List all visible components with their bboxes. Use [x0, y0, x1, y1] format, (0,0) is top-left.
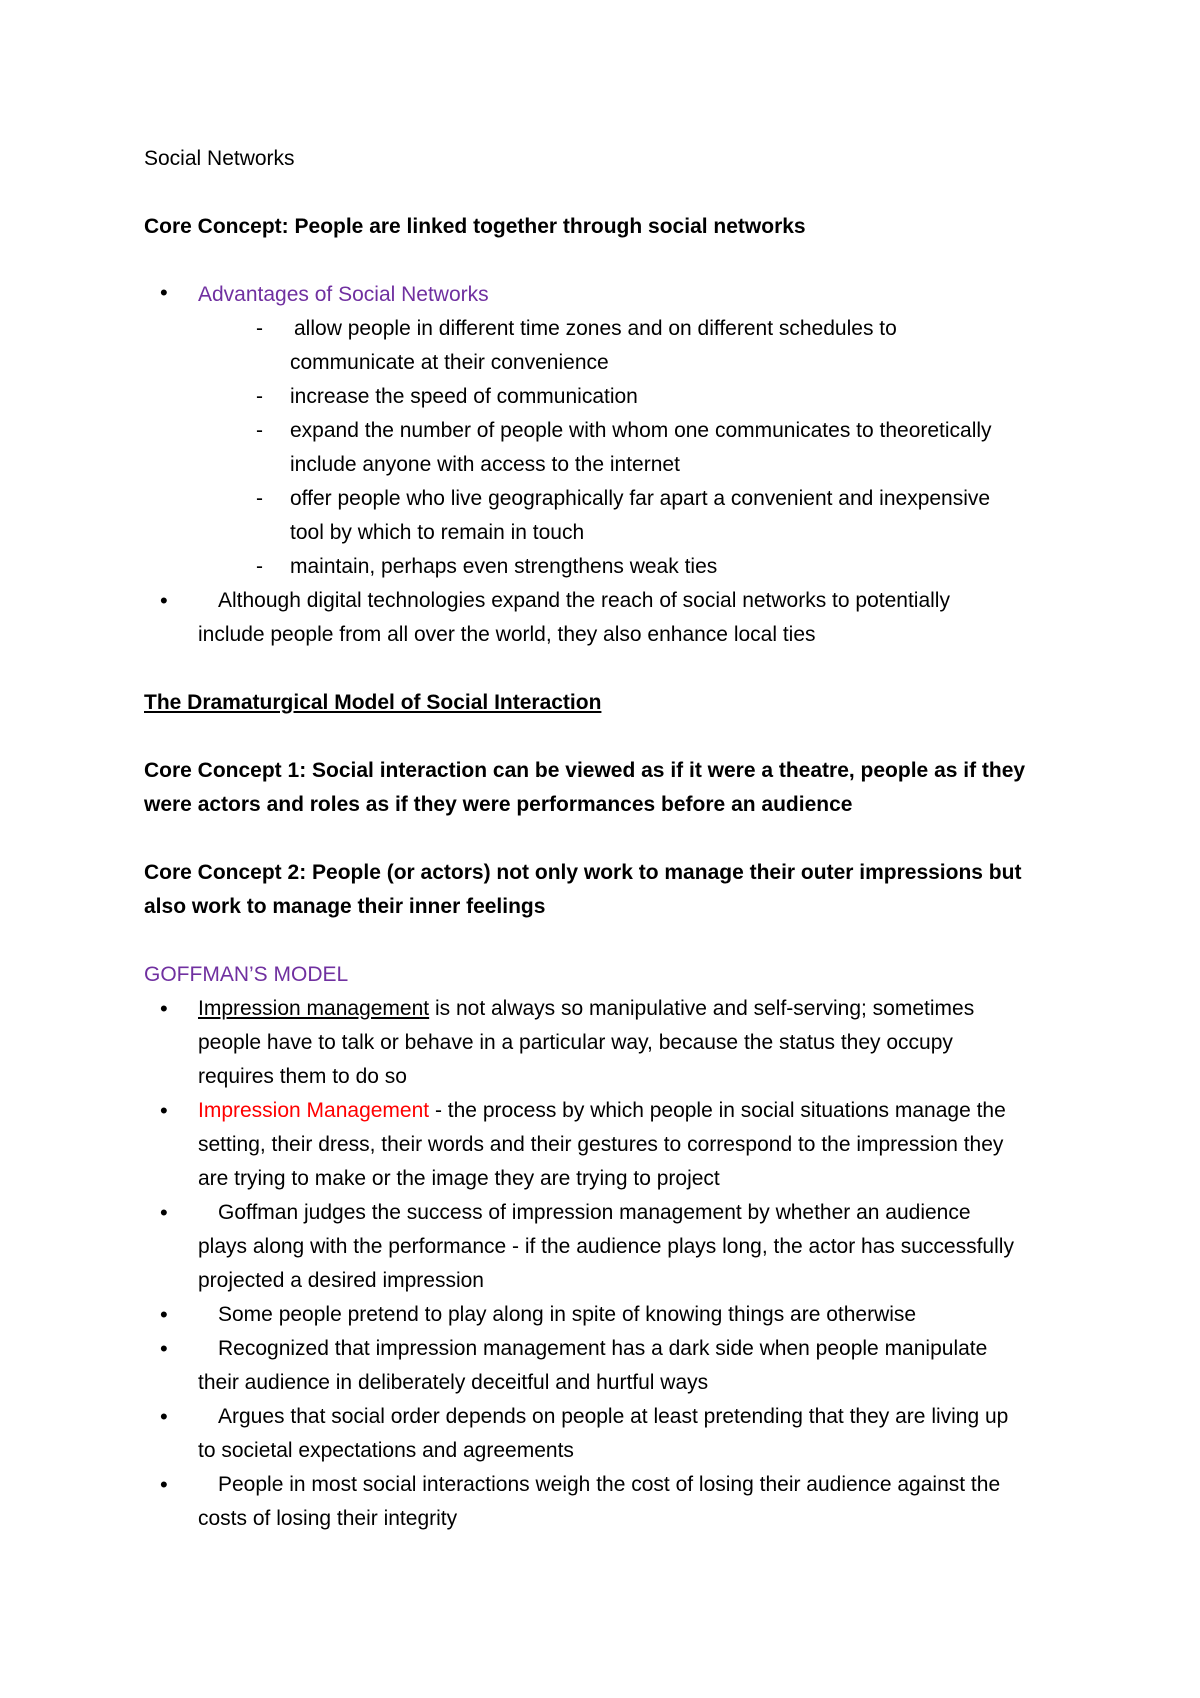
- advantage-item-line: allow people in different time zones and on different schedules to: [294, 317, 897, 340]
- bullet-icon: •: [160, 1404, 168, 1429]
- goffman-bullet-7-line: costs of losing their integrity: [198, 1507, 458, 1530]
- bullet-icon: •: [160, 996, 168, 1021]
- goffman-bullet-6-line: to societal expectations and agreements: [198, 1439, 574, 1462]
- impression-management-definition-term: Impression Management: [198, 1099, 430, 1122]
- dramaturgical-heading: The Dramaturgical Model of Social Interaction: [144, 691, 602, 714]
- goffman-bullet-5-line: their audience in deliberately deceitful and hurtful ways: [198, 1371, 709, 1394]
- advantage-item-line: communicate at their convenience: [290, 351, 609, 374]
- although-line: Although digital technologies expand the reach of social networks to potentially: [218, 589, 950, 612]
- core-concept-1-line: Core Concept 1: Social interaction can be viewed as if it were a theatre, people as if they: [144, 759, 1026, 782]
- core-concept-2-line: also work to manage their inner feelings: [144, 895, 546, 918]
- dash-icon: -: [256, 487, 263, 510]
- goffman-bullet-1: [198, 996, 974, 1022]
- dash-icon: -: [256, 419, 263, 442]
- bullet-icon: •: [160, 1302, 168, 1327]
- impression-management-term: Impression management: [198, 997, 430, 1020]
- goffman-bullet-3-line: plays along with the performance - if the audience plays long, the actor has successfully: [198, 1235, 1014, 1258]
- advantage-item-line: maintain, perhaps even strengthens weak ties: [290, 555, 718, 578]
- core-concept-1-line: were actors and roles as if they were performances before an audience: [144, 793, 853, 816]
- goffman-bullet-5-line: Recognized that impression management has a dark side when people manipulate: [218, 1337, 988, 1360]
- bullet-icon: •: [160, 1472, 168, 1497]
- goffman-bullet-3-line: projected a desired impression: [198, 1269, 484, 1292]
- advantage-item-line: offer people who live geographically far apart a convenient and inexpensive: [290, 487, 991, 510]
- doc-title: Social Networks: [144, 147, 295, 170]
- bullet-icon: •: [160, 1336, 168, 1361]
- goffman-bullet-2-text: - the process by which people in social situations manage the: [429, 1099, 1006, 1122]
- bullet-icon: •: [160, 280, 168, 305]
- advantage-item-line: increase the speed of communication: [290, 385, 638, 408]
- goffman-bullet-2-line: setting, their dress, their words and their gestures to correspond to the impression they: [198, 1133, 1004, 1156]
- bullet-icon: •: [160, 1098, 168, 1123]
- advantage-item-line: include anyone with access to the internet: [290, 453, 680, 476]
- goffman-bullet-2: [198, 1098, 1006, 1124]
- dash-icon: -: [256, 317, 263, 340]
- core-concept: Core Concept: People are linked together through social networks: [144, 215, 806, 238]
- goffman-bullet-4-line: Some people pretend to play along in spite of knowing things are otherwise: [218, 1303, 917, 1326]
- goffman-bullet-3-line: Goffman judges the success of impression management by whether an audience: [218, 1201, 971, 1224]
- core-concept-2-line: Core Concept 2: People (or actors) not only work to manage their outer impressions but: [144, 861, 1022, 884]
- although-line: include people from all over the world, they also enhance local ties: [198, 623, 816, 646]
- goffman-bullet-1-text: is not always so manipulative and self-serving; sometimes: [429, 997, 975, 1020]
- advantage-item-line: expand the number of people with whom one communicates to theoretically: [290, 419, 992, 442]
- goffman-heading: GOFFMAN’S MODEL: [144, 963, 349, 986]
- bullet-icon: •: [160, 588, 168, 613]
- goffman-bullet-2-line: are trying to make or the image they are trying to project: [198, 1167, 720, 1190]
- dash-icon: -: [256, 555, 263, 578]
- goffman-bullet-1-line: requires them to do so: [198, 1065, 407, 1088]
- goffman-bullet-1-line: people have to talk or behave in a particular way, because the status they occupy: [198, 1031, 953, 1054]
- goffman-bullet-6-line: Argues that social order depends on people at least pretending that they are living up: [218, 1405, 1009, 1428]
- goffman-bullet-7-line: People in most social interactions weigh the cost of losing their audience against the: [218, 1473, 1001, 1496]
- advantage-item-line: tool by which to remain in touch: [290, 521, 585, 544]
- bullet-icon: •: [160, 1200, 168, 1225]
- dash-icon: -: [256, 385, 263, 408]
- advantages-heading: Advantages of Social Networks: [198, 283, 489, 306]
